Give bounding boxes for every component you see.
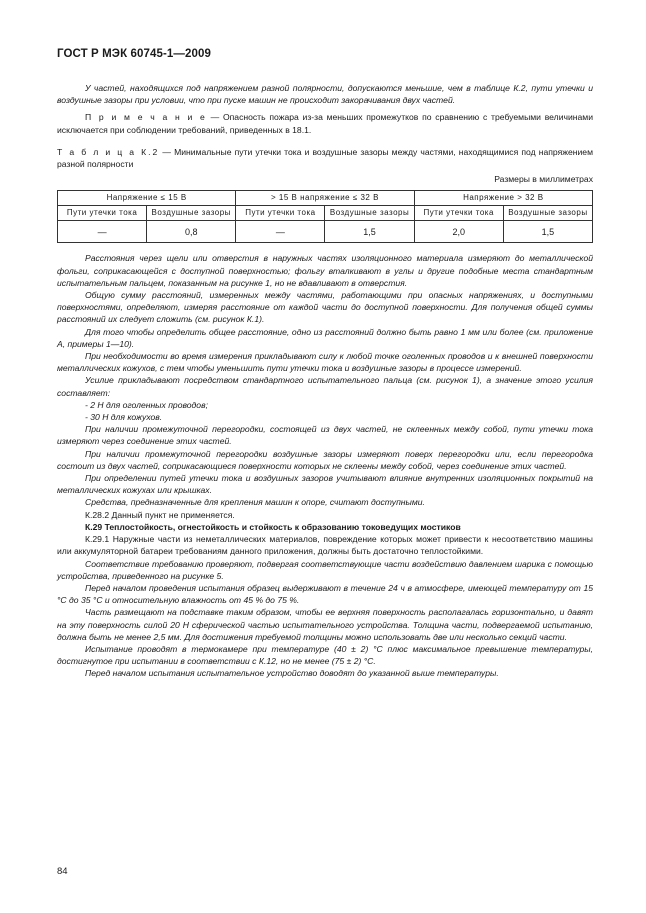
body-paragraph: При определении путей утечки тока и воздушных зазоров учитывают влияние внутренних изоляционных покрытий на металлических кожухах или крышках. <box>57 473 593 496</box>
list-item: - 30 Н для кожухов. <box>85 412 163 423</box>
body-paragraph: Расстояния через щели или отверстия в наружных частях изоляционного материала измеряют до металлической фольги, соприкасающейся с доступной поверхностью; фольгу вталкивают в углы и другие подобные места стандартным испытательным пальцем, показанным на рисунке 1, но не вдавливают в отверстия. <box>57 253 593 288</box>
body-paragraph: Испытание проводят в термокамере при температуре (40 ± 2) °С плюс максимальное превышение температуры, достигнутое при испытании в соответствии с К.12, но не менее (75 ± 2) °С. <box>57 643 593 667</box>
page-number: 84 <box>57 866 68 877</box>
table-subheader: Пути утечки тока <box>236 206 325 221</box>
table-subheader: Пути утечки тока <box>58 206 147 221</box>
body-paragraph: Общую сумму расстояний, измеренных между частями, работающими при опасных напряжениях, и доступными поверхностями, определяют, измеряя расстояние от каждой части до доступной поверхности. Для получения общей суммы расстояний их следует сложить (см. рисунок К.1). <box>57 290 593 325</box>
body-paragraph: При наличии промежуточной перегородки, состоящей из двух частей, не склеенных между собой, пути утечки тока измеряют через соединение этих частей. <box>57 424 593 447</box>
intro-paragraph: У частей, находящихся под напряжением разной полярности, допускаются меньшие, чем в таблице К.2, пути утечки и воздушные зазоры при условии, что при пуске машин не происходит закорачивания двух частей. <box>57 83 593 106</box>
note-label: П р и м е ч а н и е <box>85 112 207 123</box>
table-caption-label: Т а б л и ц а К.2 <box>57 146 160 157</box>
table-subheader-row <box>58 206 593 221</box>
table-cell: — <box>58 221 147 243</box>
body-paragraph: Средства, предназначенные для крепления машин к опоре, считают доступными. <box>85 497 425 508</box>
table-group-header: Напряжение > 32 В <box>414 191 592 206</box>
body-paragraph: Перед началом испытания испытательное устройство доводят до указанной выше температуры. <box>85 668 499 679</box>
table-caption <box>57 146 593 170</box>
table-cell: 0,8 <box>147 221 236 243</box>
table-subheader: Воздушные зазоры <box>325 206 414 221</box>
note-text: — Опасность пожара из-за меньших промежутков по сравнению с требуемыми величинами исключается при соблюдении требований, приведенных в 18.1. <box>57 112 594 135</box>
body-paragraph: При наличии промежуточной перегородки воздушные зазоры измеряют поверх перегородки или, если перегородка состоит из двух частей, соприкасающиеся поверхности которых не склеены между собой, через соединение этих частей. <box>57 448 593 471</box>
body-paragraph: Усилие прикладывают посредством стандартного испытательного пальца (см. рисунок 1), а значение этого усилия составляет: <box>57 375 593 398</box>
body-paragraph: Часть размещают на подставке таким образом, чтобы ее верхняя поверхность располагалась горизонтально, и давят на эту поверхность силой 20 Н сферической частью испытательного устройства. Толщина части, подвергаемой испытанию, должна быть не менее 2,5 мм. Для достижения требуемой толщины можно использовать две или несколько секций части. <box>57 607 593 642</box>
table-caption-text: — Минимальные пути утечки тока и воздушные зазоры между частями, находящимися под напряжением разной полярности <box>57 146 593 170</box>
document-body <box>57 82 593 680</box>
body-paragraph: Соответствие требованию проверяют, подвергая соответствующие части воздействию давлением шарика с помощью устройства, приведенного на рисунке 5. <box>57 558 593 581</box>
section-heading: К.29 Теплостойкость, огнестойкость и стойкость к образованию токоведущих мостиков <box>85 521 461 532</box>
table-subheader: Пути утечки тока <box>414 206 503 221</box>
table-cell: 1,5 <box>325 221 414 243</box>
table-row <box>58 221 593 243</box>
table-cell: 2,0 <box>414 221 503 243</box>
clearance-table <box>57 190 593 243</box>
table-cell: 1,5 <box>503 221 592 243</box>
table-subheader: Воздушные зазоры <box>503 206 592 221</box>
note-paragraph <box>57 111 593 135</box>
body-paragraph: Для того чтобы определить общее расстояние, одно из расстояний должно быть равно 1 мм или более (см. приложение А, примеры 1—10). <box>57 326 593 349</box>
document-header: ГОСТ Р МЭК 60745-1—2009 <box>57 48 211 60</box>
table-cell: — <box>236 221 325 243</box>
table-subheader: Воздушные зазоры <box>147 206 236 221</box>
table-group-row <box>58 191 593 206</box>
list-item: - 2 Н для оголенных проводов; <box>85 399 208 410</box>
table-group-header: Напряжение ≤ 15 В <box>58 191 236 206</box>
body-paragraph: Перед началом проведения испытания образец выдерживают в течение 24 ч в атмосфере, имеющей температуру от 15 °С до 35 °С и относительную влажность от 45 % до 75 %. <box>57 582 593 606</box>
clause-paragraph: К.29.1 Наружные части из неметаллических материалов, повреждение которых может привести к несоответствию машины или аккумуляторной батареи требованиям данного приложения, должны быть достаточно теплостойкими. <box>57 534 593 557</box>
table-group-header: > 15 В напряжение ≤ 32 В <box>236 191 414 206</box>
table-units: Размеры в миллиметрах <box>494 174 593 185</box>
body-paragraph: При необходимости во время измерения прикладывают силу к любой точке оголенных проводов и к внешней поверхности металлических кожухов, с тем чтобы уменьшить пути утечки тока и воздушные зазоры в процессе измерений. <box>57 351 593 374</box>
clause-paragraph: К.28.2 Данный пункт не применяется. <box>85 509 235 520</box>
